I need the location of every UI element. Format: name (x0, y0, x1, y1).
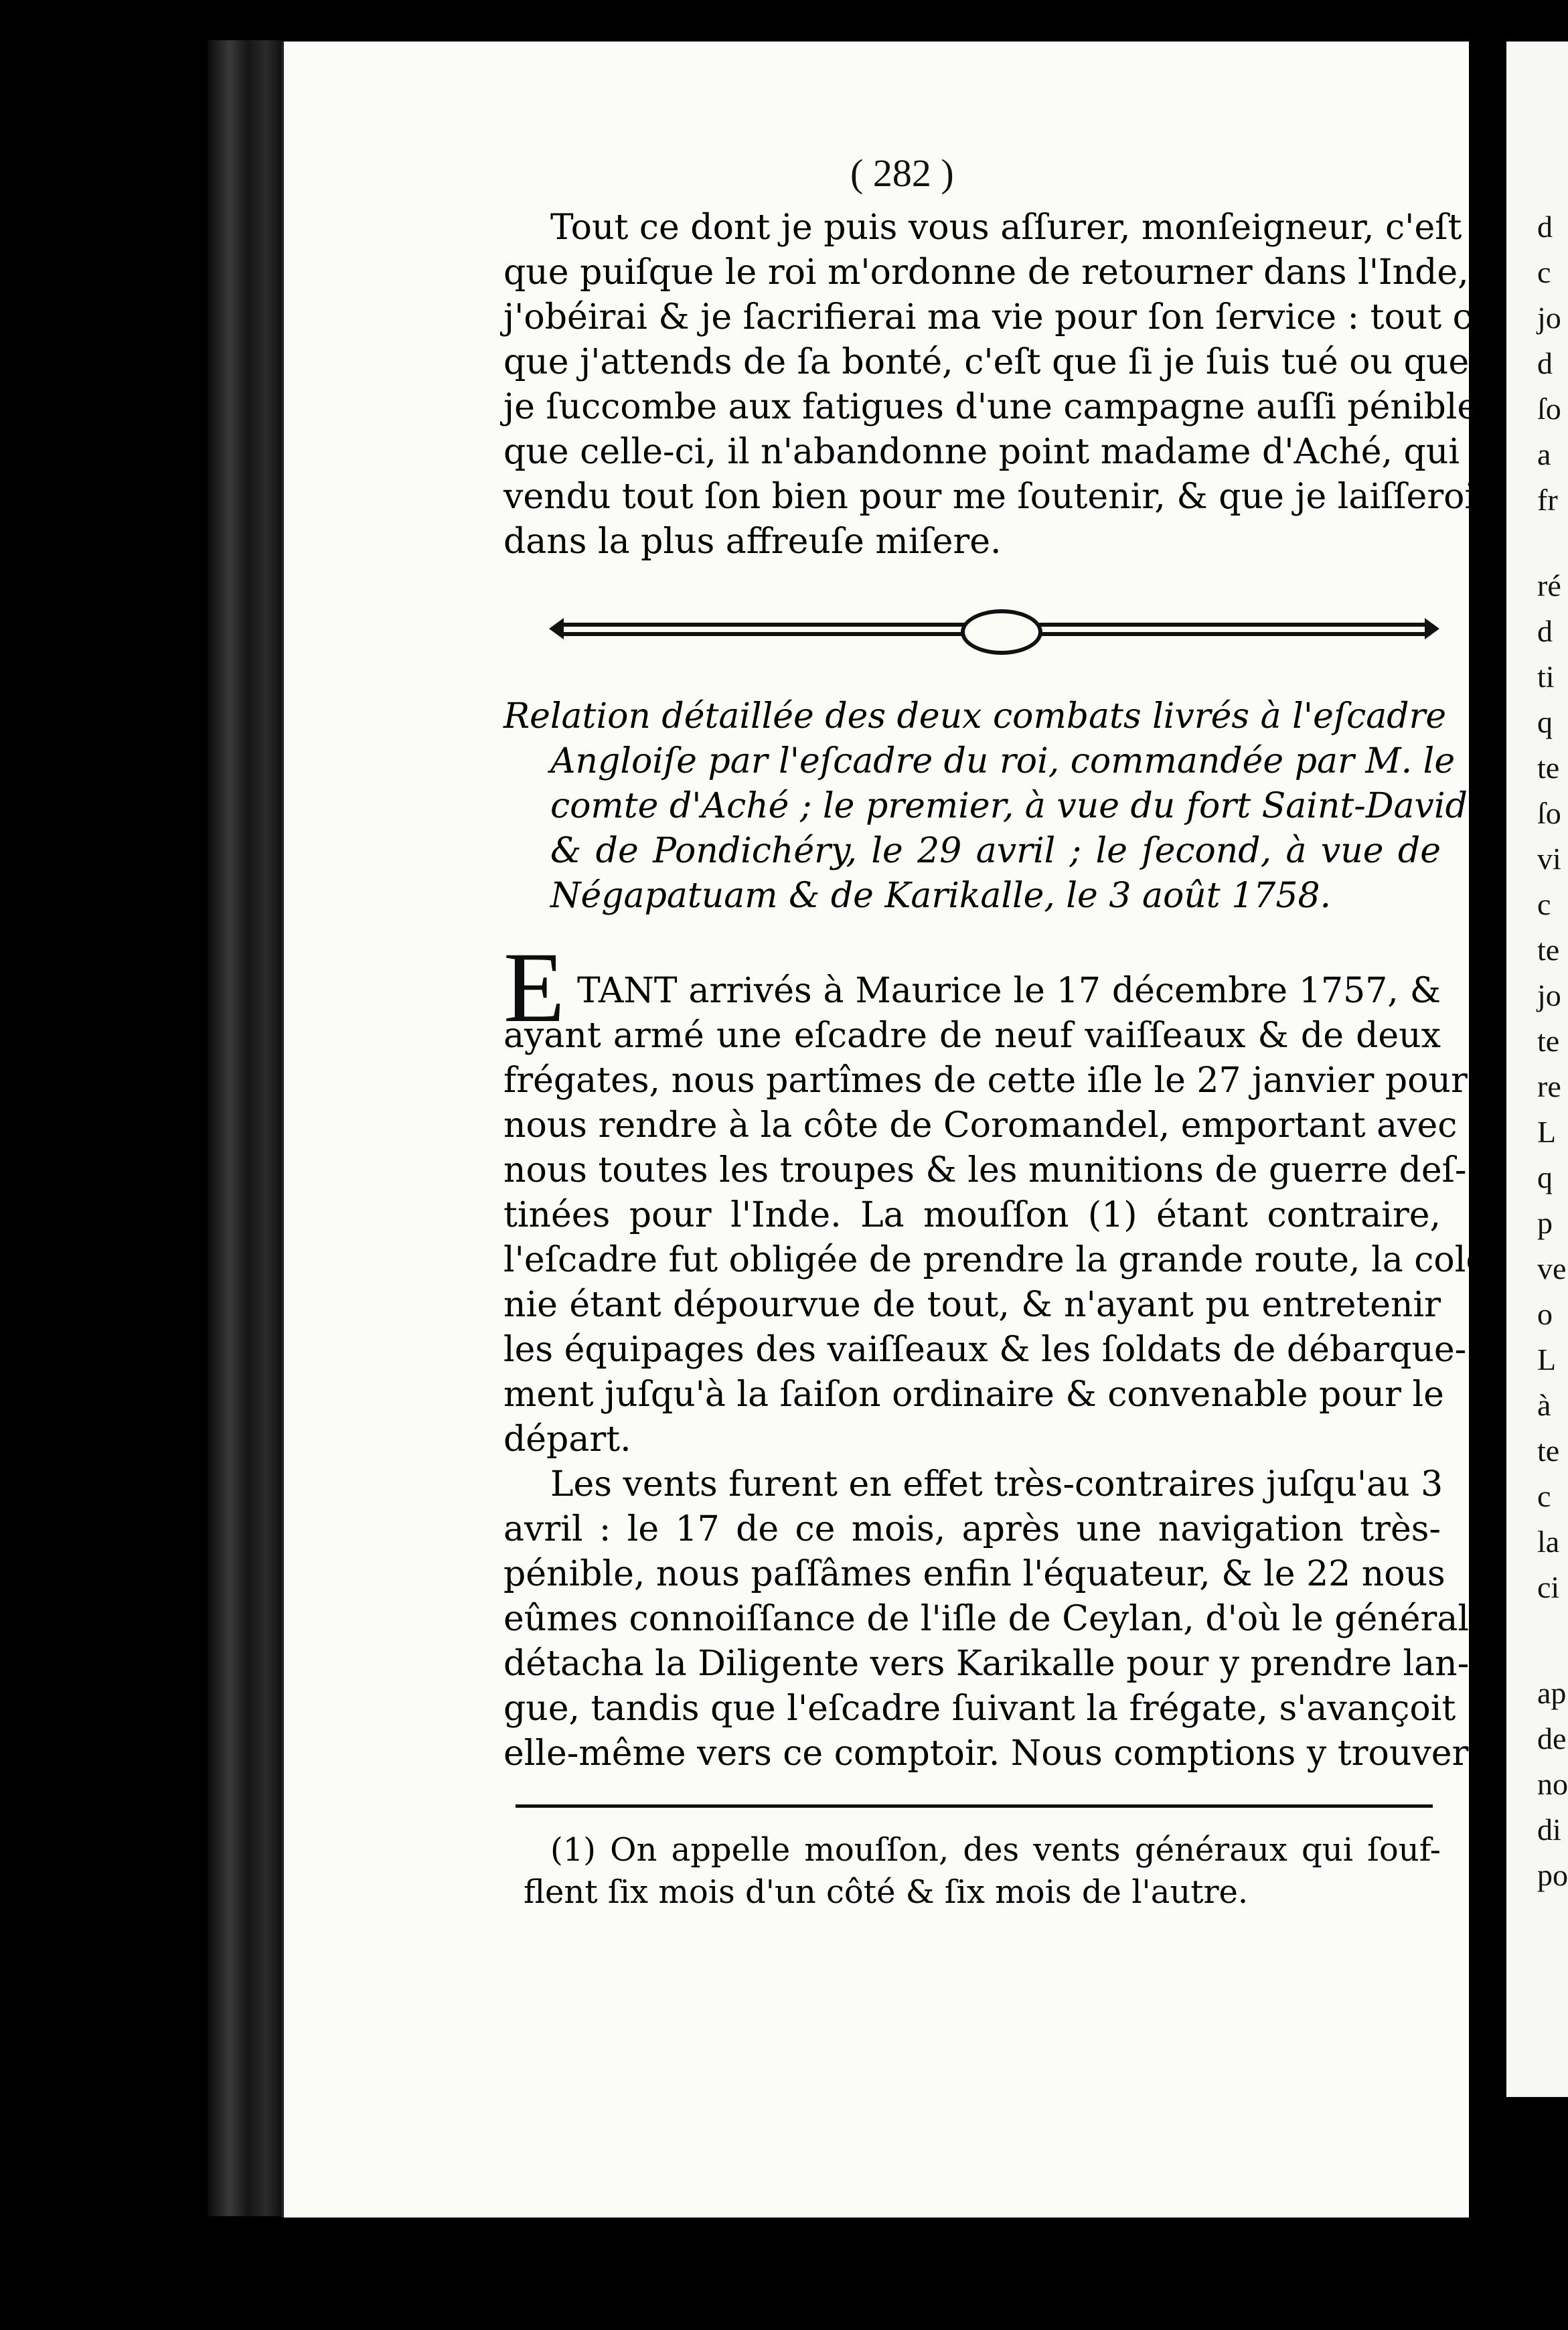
paragraph-line: nie étant dépourvue de tout, & n'ayant pu entretenir (503, 1285, 1441, 1325)
edge-fragment: jo (1537, 978, 1561, 1012)
edge-fragment: ti (1537, 659, 1555, 694)
book-binding (208, 40, 281, 2216)
edge-fragment: d (1537, 614, 1553, 648)
edge-fragment: ré (1537, 568, 1561, 603)
edge-fragment: re (1537, 1069, 1561, 1103)
page-number: ( 282 ) (850, 151, 954, 195)
paragraph-line: les équipages des vaiſſeaux & les ſoldats de débarque- (503, 1330, 1467, 1370)
edge-fragment: fr (1537, 483, 1558, 517)
edge-fragment: ſo (1537, 796, 1561, 830)
paragraph-line: TANT arrivés à Maurice le 17 décembre 1757, & (577, 971, 1441, 1011)
edge-fragment: la (1537, 1525, 1560, 1559)
edge-fragment: L (1537, 1342, 1557, 1377)
decorative-ornament (549, 606, 1439, 653)
paragraph-line: ayant armé une eſcadre de neuf vaiſſeaux & de deux (503, 1016, 1441, 1056)
paragraph-line: que puiſque le roi m'ordonne de retourner dans l'Inde, (503, 252, 1469, 293)
edge-fragment: d (1537, 210, 1553, 244)
relation-title-line: Négapatuam & de Karikalle, le 3 août 1758. (550, 876, 1332, 916)
edge-fragment: c (1537, 1479, 1551, 1513)
footnote-line: flent ſix mois d'un côté & ſix mois de l'autre. (524, 1873, 1249, 1911)
paragraph-line: gue, tandis que l'eſcadre ſuivant la frégate, s'avançoit (503, 1689, 1456, 1729)
edge-fragment: no (1537, 1767, 1568, 1801)
edge-fragment: q (1537, 705, 1553, 739)
edge-fragment: jo (1537, 301, 1561, 335)
edge-fragment: o (1537, 1297, 1553, 1331)
paragraph-line: j'obéirai & je ſacrifierai ma vie pour ſon ſervice : tout ce (503, 297, 1493, 337)
edge-fragment: L (1537, 1115, 1557, 1149)
edge-fragment: te (1537, 751, 1560, 785)
relation-title-line: & de Pondichéry, le 29 avril ; le ſecond, à vue de (550, 831, 1441, 871)
footnote-line: (1) On appelle mouſſon, des vents généraux qui ſouf- (550, 1831, 1441, 1869)
relation-title-line: Angloiſe par l'eſcadre du roi, commandée par M. le (550, 741, 1456, 781)
edge-fragment: d (1537, 346, 1553, 380)
paragraph-line: départ. (503, 1419, 631, 1460)
paragraph-line: que j'attends de ſa bonté, c'eſt que ſi je ſuis tué ou que (503, 342, 1470, 382)
edge-fragment: ap (1537, 1676, 1567, 1710)
paragraph-line: vendu tout ſon bien pour me ſoutenir, & que je laiſſerois (503, 477, 1494, 517)
edge-fragment: vi (1537, 842, 1561, 876)
paragraph-line: je ſuccombe aux fatigues d'une campagne auſſi pénible (503, 387, 1478, 427)
paragraph-line: elle-même vers ce comptoir. Nous comptions y trouver (503, 1733, 1469, 1774)
paragraph-line: nous rendre à la côte de Coromandel, emportant avec (503, 1105, 1458, 1146)
paragraph-line: pénible, nous paſſâmes enfin l'équateur, & le 22 nous (503, 1554, 1445, 1594)
paragraph-line: l'eſcadre fut obligée de prendre la grande route, la colo- (503, 1240, 1499, 1280)
edge-fragment: te (1537, 933, 1560, 967)
relation-title-line: Relation détaillée des deux combats livrés à l'eſcadre (503, 696, 1447, 736)
paragraph-line: dans la plus affreuſe miſere. (503, 522, 1002, 562)
paragraph-line: eûmes connoiſſance de l'iſle de Ceylan, d'où le général (503, 1599, 1470, 1639)
paragraph-line: nous toutes les troupes & les munitions de guerre deſ- (503, 1150, 1467, 1190)
relation-title-line: comte d'Aché ; le premier, à vue du fort Saint-David (550, 786, 1468, 826)
edge-fragment: c (1537, 255, 1551, 289)
drop-cap: E (503, 932, 565, 1043)
paragraph-line: avril : le 17 de ce mois, après une navigation très- (503, 1509, 1441, 1549)
paragraph-line: Les vents furent en effet très-contraires juſqu'au 3 (550, 1464, 1443, 1504)
footnote-rule (516, 1804, 1433, 1808)
edge-fragment: po (1537, 1858, 1568, 1892)
edge-fragment: q (1537, 1160, 1553, 1194)
paragraph-line: détacha la Diligente vers Karikalle pour y prendre lan- (503, 1644, 1470, 1684)
paragraph-line: que celle-ci, il n'abandonne point madame d'Aché, qui a (503, 432, 1492, 472)
edge-fragment: à (1537, 1388, 1551, 1422)
edge-fragment: ci (1537, 1570, 1560, 1604)
paragraph-line: ment juſqu'à la ſaiſon ordinaire & convenable pour le (503, 1375, 1444, 1415)
edge-fragment: ſo (1537, 392, 1561, 426)
edge-fragment: te (1537, 1024, 1560, 1058)
paragraph-line: tinées pour l'Inde. La mouſſon (1) étant contraire, (503, 1195, 1441, 1235)
edge-fragment: te (1537, 1433, 1560, 1468)
paragraph-line: frégates, nous partîmes de cette iſle le 27 janvier pour (503, 1061, 1468, 1101)
adjacent-page-edge (1506, 42, 1568, 2097)
paragraph-line: Tout ce dont je puis vous aſſurer, monſeigneur, c'eſt (550, 208, 1462, 248)
edge-fragment: ve (1537, 1251, 1567, 1286)
edge-fragment: p (1537, 1206, 1553, 1240)
edge-fragment: de (1537, 1721, 1567, 1756)
edge-fragment: di (1537, 1812, 1561, 1847)
edge-fragment: a (1537, 437, 1551, 471)
edge-fragment: c (1537, 887, 1551, 921)
